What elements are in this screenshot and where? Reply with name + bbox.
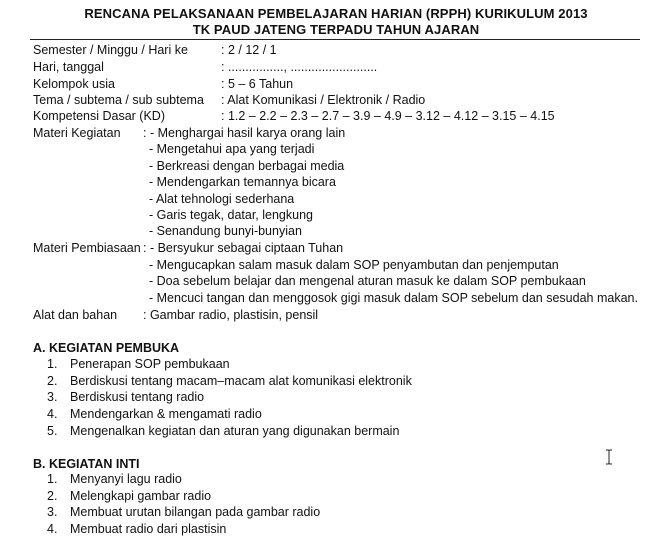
materi-kegiatan-label: Materi Kegiatan [33,126,121,140]
list-number: 4. [47,522,58,536]
info-value-date: : ................, ......................... [221,60,378,74]
title-underline [30,39,640,40]
materi-pembiasaan-label: Materi Pembiasaan [33,241,141,255]
info-label-semester: Semester / Minggu / Hari ke [33,43,188,57]
list-item: Mengenalkan kegiatan dan aturan yang digunakan bermain [70,424,400,438]
info-label-kd: Kompetensi Dasar (KD) [33,109,165,123]
list-item: - Doa sebelum belajar dan mengenal aturan masuk ke dalam SOP pembukaan [149,274,586,288]
list-item: Membuat urutan bilangan pada gambar radio [70,505,321,519]
list-number: 4. [47,407,58,421]
list-item: - Mencuci tangan dan menggosok gigi masuk dalam SOP sebelum dan sesudah makan. [149,291,638,305]
list-item: - Mendengarkan temannya bicara [149,175,336,189]
list-number: 3. [47,390,58,404]
info-value-theme: : Alat Komunikasi / Elektronik / Radio [221,93,426,107]
list-item: Mendengarkan & mengamati radio [70,407,262,421]
info-label-date: Hari, tanggal [33,60,104,74]
document-subtitle: TK PAUD JATENG TERPADU TAHUN AJARAN [192,22,480,37]
info-value-age: : 5 – 6 Tahun [221,77,294,91]
list-number: 3. [47,505,58,519]
info-value-kd: : 1.2 – 2.2 – 2.3 – 2.7 – 3.9 – 4.9 – 3.12 – 4.12 – 3.15 – 4.15 [221,109,555,123]
section-heading-inti: B. KEGIATAN INTI [33,457,140,471]
list-item: Berdiskusi tentang macam–macam alat komunikasi elektronik [70,374,412,388]
section-heading-pembuka: A. KEGIATAN PEMBUKA [33,341,180,355]
list-item: : - Menghargai hasil karya orang lain [143,126,346,140]
info-label-theme: Tema / subtema / sub subtema [33,93,204,107]
list-item: - Berkreasi dengan berbagai media [149,159,345,173]
list-number: 2. [47,374,58,388]
list-item: - Mengetahui apa yang terjadi [149,142,315,156]
list-number: 2. [47,489,58,503]
list-item: Berdiskusi tentang radio [70,390,205,404]
alat-bahan-label: Alat dan bahan [33,308,118,322]
list-item: - Garis tegak, datar, lengkung [149,208,313,222]
list-item: - Senandung bunyi-bunyian [149,224,302,238]
list-number: 1. [47,472,58,486]
list-item: Penerapan SOP pembukaan [70,357,230,371]
list-item: : - Bersyukur sebagai ciptaan Tuhan [143,241,344,255]
info-value-semester: : 2 / 12 / 1 [221,43,277,57]
list-number: 5. [47,424,58,438]
info-label-age: Kelompok usia [33,77,115,91]
list-item: - Mengucapkan salam masuk dalam SOP penyambutan dan penjemputan [149,258,559,272]
list-item: Melengkapi gambar radio [70,489,212,503]
list-item: Membuat radio dari plastisin [70,522,227,536]
list-item: Menyanyi lagu radio [70,472,182,486]
list-item: - Alat tehnologi sederhana [149,192,295,206]
list-number: 1. [47,357,58,371]
document-title: RENCANA PELAKSANAAN PEMBELAJARAN HARIAN (RPPH) KURIKULUM 2013 [84,6,588,21]
text-cursor-icon [604,449,614,465]
alat-bahan-value: : Gambar radio, plastisin, pensil [143,308,319,322]
